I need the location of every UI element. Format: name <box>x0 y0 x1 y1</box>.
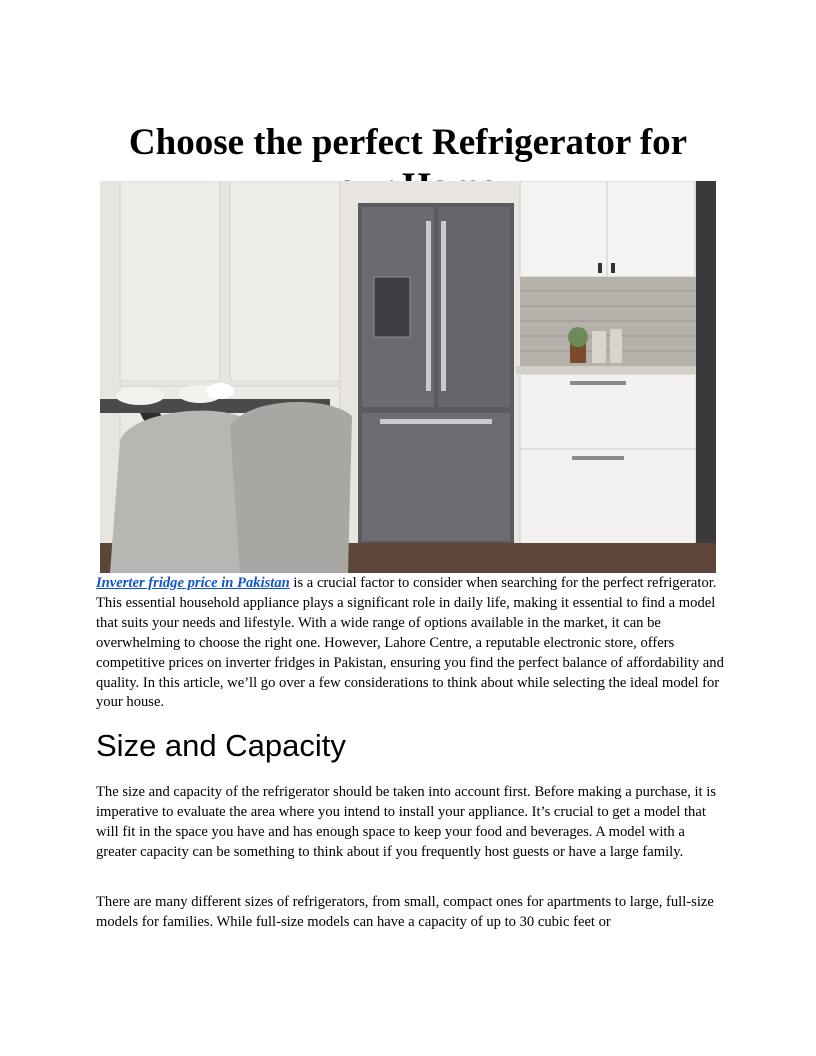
title-line-1: Choose the perfect Refrigerator for <box>128 121 688 163</box>
intro-text: is a crucial factor to consider when searching for the perfect refrigerator. This essential household appliance plays a significant role in daily life, making it essential to find a model that suits your needs and lifestyle. With a wide range of options available in the market, it can be overwhelming to choose the right one. However, Lahore Centre, a reputable electronic store, offers competitive prices on inverter fridges in Pakistan, ensuring you find the perfect balance of affordability and quality. In this article, we’ll go over a few considerations to think about while selecting the ideal model for your house. <box>96 575 724 711</box>
paragraph-refrigerator-sizes: There are many different sizes of refrigerators, from small, compact ones for apartments to large, full-size models for families. While full-size models can have a capacity of up to 30 cubic feet or <box>96 894 714 930</box>
intro-paragraph <box>96 574 724 713</box>
section-heading: Size and Capacity <box>96 728 346 763</box>
inverter-fridge-link[interactable]: Inverter fridge price in Pakistan <box>96 575 290 591</box>
hero-image <box>100 181 716 573</box>
paragraph-size-capacity: The size and capacity of the refrigerator should be taken into account first. Before making a purchase, it is imperative to evaluate the area where you intend to install your appliance. It’s crucial to get a model that will fit in the space you have and has enough space to keep your food and beverages. A model with a greater capacity can be something to think about if you frequently host guests or have a large family. <box>96 784 716 860</box>
